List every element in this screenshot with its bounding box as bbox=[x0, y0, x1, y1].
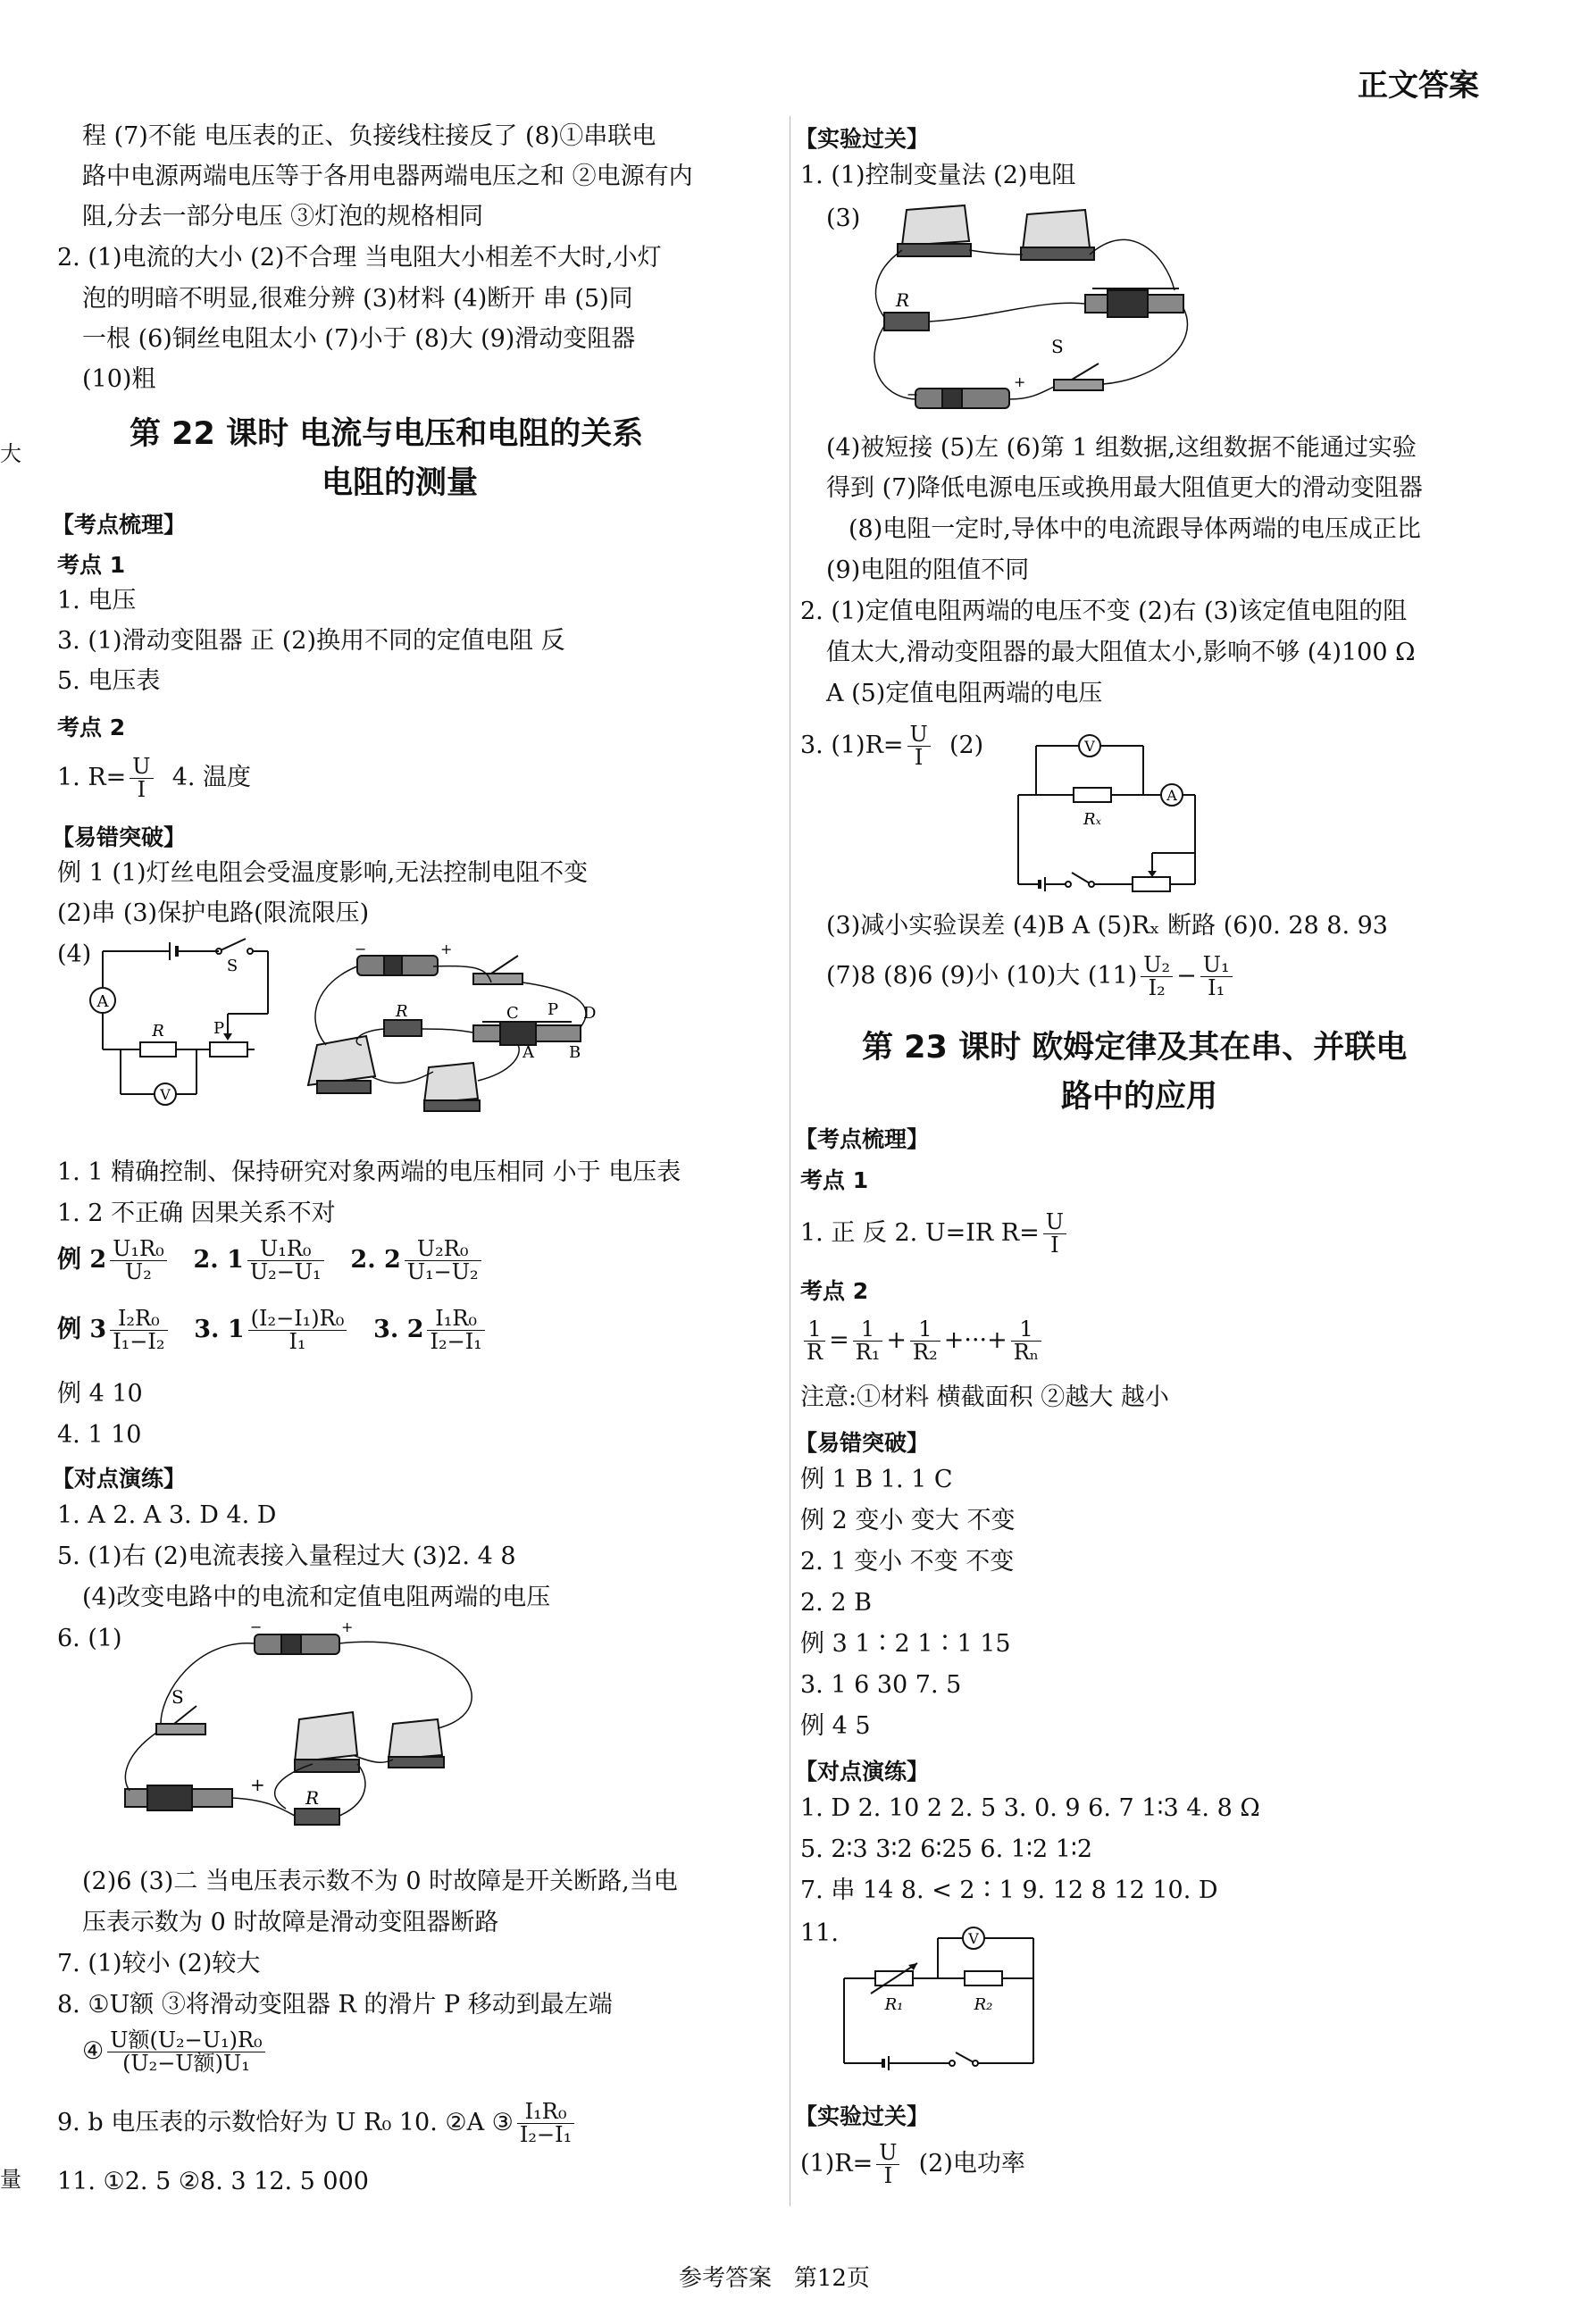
subsection-heading: 考点 1 bbox=[57, 552, 126, 578]
lesson-title: 第 22 课时 电流与电压和电阻的关系 bbox=[130, 416, 644, 452]
text-line: (4)改变电路中的电流和定值电阻两端的电压 bbox=[82, 1584, 551, 1611]
label-P: P bbox=[213, 1019, 225, 1038]
text-line: (9)电阻的阻值不同 bbox=[826, 556, 1030, 584]
text-line: 路中电源两端电压等于各用电器两端电压之和 ②电源有内 bbox=[82, 163, 693, 190]
section-heading: 【对点演练】 bbox=[52, 1466, 187, 1492]
label-R1: R₁ bbox=[884, 1995, 904, 2014]
text-line: 值太大,滑动变阻器的最大阻值太小,影响不够 (4)100 Ω bbox=[826, 639, 1416, 666]
text-line: 1. 2 不正确 因果关系不对 bbox=[57, 1200, 336, 1227]
circuit-diagram bbox=[85, 933, 290, 1103]
text-line: (4)被短接 (5)左 (6)第 1 组数据,这组数据不能通过实验 bbox=[826, 434, 1417, 462]
circuit-diagram bbox=[991, 728, 1206, 893]
apparatus-drawing bbox=[862, 201, 1237, 420]
section-heading: 【易错突破】 bbox=[795, 1430, 930, 1456]
subsection-heading: 考点 1 bbox=[800, 1167, 869, 1193]
label-A: A bbox=[96, 992, 109, 1011]
label-minus: − bbox=[907, 386, 919, 403]
formula-line bbox=[57, 756, 251, 801]
label-minus: − bbox=[355, 940, 367, 957]
formula-line: 3. (1)R= $\frac{U}{I}$ (2) bbox=[800, 722, 984, 771]
text-line: 4. 1 10 bbox=[57, 1421, 142, 1449]
text-line: 1. D 2. 10 2 2. 5 3. 0. 9 6. 7 1∶3 4. 8 Ω bbox=[800, 1794, 1260, 1822]
label-D: D bbox=[583, 1004, 597, 1023]
label-minus: − bbox=[250, 1618, 263, 1635]
page-number: 第12页 bbox=[793, 2265, 870, 2292]
label-plus: + bbox=[440, 940, 453, 957]
label-A: A bbox=[1166, 787, 1177, 804]
label-S: S bbox=[171, 1686, 184, 1708]
section-heading: 【对点演练】 bbox=[795, 1759, 930, 1785]
section-heading: 【考点梳理】 bbox=[52, 512, 187, 538]
label-R: R bbox=[152, 1022, 164, 1041]
text-line: (2)6 (3)二 当电压表示数不为 0 时故障是开关断路,当电 bbox=[82, 1868, 678, 1895]
lesson-subtitle: 电阻的测量 bbox=[322, 465, 479, 501]
label-Rx: Rₓ bbox=[1083, 810, 1101, 829]
text-line: 得到 (7)降低电源电压或换用最大阻值更大的滑动变阻器 bbox=[826, 474, 1423, 502]
text-line: 2. 2 B bbox=[800, 1589, 872, 1617]
formula-line: (7)8 (8)6 (9)小 (10)大 (11) $\frac{\text{U₂}}{\text{I₂}}$ − $\frac{\text{U₁}}{\text{I₁}}$ bbox=[826, 954, 1236, 999]
text-line: 11. ①2. 5 ②8. 3 12. 5 000 bbox=[57, 2168, 369, 2195]
text-line: 7. (1)较小 (2)较大 bbox=[57, 1950, 261, 1977]
page-header-title: 正文答案 bbox=[1358, 68, 1479, 104]
lesson-title: 第 23 课时 欧姆定律及其在串、并联电 bbox=[862, 1030, 1408, 1066]
label-plus: + bbox=[341, 1618, 354, 1635]
text-line: 5. 电压表 bbox=[57, 667, 161, 695]
text-line: 阻,分去一部分电压 ③灯泡的规格相同 bbox=[82, 203, 484, 230]
margin-char-top: 大 bbox=[0, 441, 21, 466]
subsection-heading: 考点 2 bbox=[800, 1278, 869, 1304]
text-line: 6. (1) bbox=[57, 1625, 122, 1652]
formula-line: 例 3 $\frac{\text{I₂R₀}}{\text{I₁−I₂}}$ 3. 1 $\frac{\text{(I₂−I₁)R₀}}{\text{I₁}}$ 3. 2 $\frac{\text{I₁R₀}}{\text{I₂−I₁}}$ bbox=[57, 1308, 489, 1353]
text-line: 5. (1)右 (2)电流表接入量程过大 (3)2. 4 8 bbox=[57, 1542, 516, 1570]
apparatus-drawing bbox=[299, 940, 621, 1112]
text-line: 例 2 变小 变大 不变 bbox=[800, 1507, 1016, 1534]
text-line: 例 4 5 bbox=[800, 1712, 871, 1740]
text-line: 程 (7)不能 电压表的正、负接线柱接反了 (8)①串联电 bbox=[82, 122, 656, 150]
text-line: 例 1 B 1. 1 C bbox=[800, 1466, 953, 1493]
formula-prefix: 1. R= bbox=[57, 764, 127, 792]
label-A: A bbox=[522, 1043, 534, 1062]
label-R: R bbox=[305, 1787, 320, 1809]
text-line: 1. (1)控制变量法 (2)电阻 bbox=[800, 162, 1076, 189]
formula-line: $\frac{1}{R}$ = $\frac{1}{\text{R₁}}$ + $\frac{1}{\text{R₂}}$ +···+ $\frac{1}{\text{Rₙ}}$ bbox=[800, 1318, 1045, 1364]
label-R: R bbox=[396, 1002, 408, 1021]
text-line: 2. (1)电流的大小 (2)不合理 当电阻大小相差不大时,小灯 bbox=[57, 244, 662, 272]
formula-line: ④ $\frac{\text{U额(U₂−U₁)R₀}}{\text{(U₂−U额)U₁}}$ bbox=[82, 2029, 269, 2075]
label-V: V bbox=[160, 1086, 171, 1103]
text-line: 压表示数为 0 时故障是滑动变阻器断路 bbox=[82, 1909, 499, 1936]
fraction: $\frac{U}{I}$ bbox=[130, 756, 153, 801]
text-line: (3) bbox=[826, 205, 861, 232]
text-line: 3. 1 6 30 7. 5 bbox=[800, 1671, 962, 1699]
text-line: 注意:①材料 横截面积 ②越大 越小 bbox=[800, 1384, 1169, 1411]
text-line: 例 3 1∶2 1∶1 15 bbox=[800, 1630, 1011, 1658]
label-S: S bbox=[1051, 336, 1064, 357]
text-line: 例 1 (1)灯丝电阻会受温度影响,无法控制电阻不变 bbox=[57, 859, 589, 887]
text-line: 11. bbox=[800, 1919, 839, 1947]
text-line: 7. 串 14 8. < 2∶1 9. 12 8 12 10. D bbox=[800, 1877, 1218, 1904]
circuit-diagram bbox=[835, 1920, 1049, 2077]
formula-line: 9. b 电压表的示数恰好为 U R₀ 10. ②A ③ $\frac{\text{I₁R₀}}{\text{I₂−I₁}}$ bbox=[57, 2101, 578, 2146]
label-R: R bbox=[896, 289, 910, 311]
section-heading: 【易错突破】 bbox=[52, 824, 187, 850]
text-line: (10)粗 bbox=[82, 365, 156, 393]
text-line: (4) bbox=[57, 940, 92, 968]
text-line: (3)减小实验误差 (4)B A (5)Rₓ 断路 (6)0. 28 8. 93 bbox=[826, 912, 1388, 940]
text-line: (8)电阻一定时,导体中的电流跟导体两端的电压成正比 bbox=[849, 515, 1421, 543]
text-line: 例 4 10 bbox=[57, 1380, 143, 1408]
section-heading: 【实验过关】 bbox=[795, 126, 930, 152]
text-line: 2. 1 变小 不变 不变 bbox=[800, 1548, 1015, 1576]
label-B: B bbox=[569, 1043, 581, 1062]
label-P: P bbox=[548, 1000, 559, 1019]
label-plus: + bbox=[250, 1774, 265, 1795]
label-V: V bbox=[1084, 738, 1095, 755]
label-C: C bbox=[506, 1004, 519, 1023]
text-line: 一根 (6)铜丝电阻太小 (7)小于 (8)大 (9)滑动变阻器 bbox=[82, 325, 636, 353]
text-line: 泡的明暗不明显,很难分辨 (3)材料 (4)断开 串 (5)同 bbox=[82, 285, 633, 313]
lesson-subtitle: 路中的应用 bbox=[1061, 1079, 1218, 1115]
margin-char-bottom: 量 bbox=[0, 2167, 21, 2192]
formula-line: 1. 正 反 2. U=IR R= $\frac{U}{I}$ bbox=[800, 1211, 1070, 1257]
label-R2: R₂ bbox=[974, 1995, 993, 2014]
text-line: (2)串 (3)保护电路(限流限压) bbox=[57, 899, 370, 927]
text-line: A (5)定值电阻两端的电压 bbox=[826, 680, 1103, 707]
formula-line: 例 2 $\frac{\text{U₁R₀}}{\text{U₂}}$ 2. 1 $\frac{\text{U₁R₀}}{\text{U₂−U₁}}$ 2. 2 $\frac{\text{U₂R₀}}{\text{U₁−U₂}}$ bbox=[57, 1238, 485, 1283]
label-V: V bbox=[968, 1930, 979, 1947]
text-line: 5. 2∶3 3∶2 6∶25 6. 1∶2 1∶2 bbox=[800, 1835, 1093, 1863]
subsection-heading: 考点 2 bbox=[57, 715, 126, 740]
text-line: 1. 1 精确控制、保持研究对象两端的电压相同 小于 电压表 bbox=[57, 1158, 681, 1186]
text-line: 2. (1)定值电阻两端的电压不变 (2)右 (3)该定值电阻的阻 bbox=[800, 598, 1408, 625]
footer-label: 参考答案 bbox=[679, 2265, 773, 2292]
section-heading: 【考点梳理】 bbox=[795, 1126, 930, 1152]
text-line: 3. (1)滑动变阻器 正 (2)换用不同的定值电阻 反 bbox=[57, 627, 565, 655]
text-line: 1. 电压 bbox=[57, 587, 137, 614]
formula-line: (1)R= $\frac{U}{I}$ (2)电功率 bbox=[800, 2140, 1025, 2189]
label-S: S bbox=[226, 957, 238, 975]
label-plus: + bbox=[1014, 373, 1026, 390]
text-line: 8. ①U额 ③将滑动变阻器 R 的滑片 P 移动到最左端 bbox=[57, 1991, 613, 2019]
section-heading: 【实验过关】 bbox=[795, 2103, 930, 2129]
text-line: 1. A 2. A 3. D 4. D bbox=[57, 1501, 277, 1529]
formula-suffix: 4. 温度 bbox=[171, 764, 252, 792]
apparatus-drawing bbox=[107, 1618, 500, 1853]
page-footer bbox=[679, 2260, 870, 2293]
